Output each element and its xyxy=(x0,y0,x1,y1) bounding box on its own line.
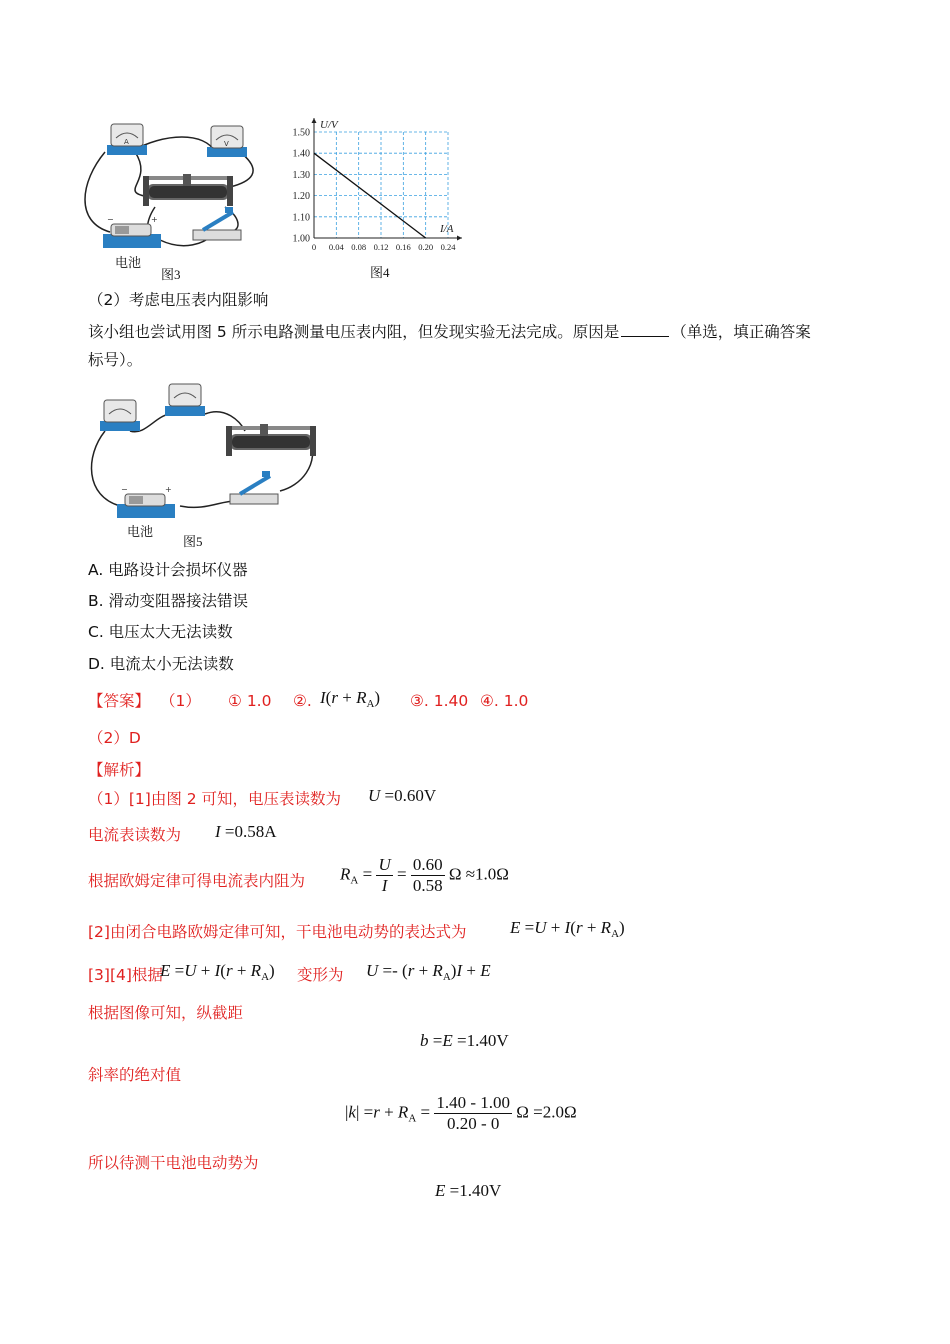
y-tick-label: 1.00 xyxy=(292,233,310,245)
x-tick-label: 0.24 xyxy=(440,242,456,252)
voltmeter-icon xyxy=(100,400,140,431)
answer-blank xyxy=(621,322,669,337)
figure-5 xyxy=(85,376,325,551)
option-b: B. 滑动变阻器接法错误 xyxy=(88,592,248,610)
x-tick-label: 0.16 xyxy=(395,242,411,252)
analysis-line7: 斜率的绝对值 xyxy=(88,1066,182,1084)
option-c: C. 电压太大无法读数 xyxy=(88,623,233,641)
svg-text:−: − xyxy=(121,485,128,494)
circuit-illustration-5 xyxy=(85,376,325,526)
figure-3-caption: 图3 xyxy=(161,267,181,282)
formula-u-transform: $U =- (r + R_A)I + E$ xyxy=(366,961,491,983)
ammeter-icon xyxy=(165,384,205,416)
formula-e-final: E =1.40V xyxy=(435,1181,502,1200)
svg-text:+: + xyxy=(151,215,158,224)
answer-2-prefix: ②. xyxy=(293,692,312,710)
formula-k: $|k| =r + R_A$ = $\frac{1.40 - 1.00}{0.20 - 0}$ Ω =2.0Ω xyxy=(345,1093,577,1133)
x-axis-label: I/A xyxy=(440,223,454,235)
voltmeter-letter: V xyxy=(224,140,229,148)
answer-3: ③. 1.40 xyxy=(410,692,469,710)
analysis-line8: 所以待测干电池电动势为 xyxy=(88,1154,259,1172)
y-tick-label: 1.10 xyxy=(292,212,310,224)
analysis-line1: （1）[1]由图 2 可知，电压表读数为 xyxy=(88,790,342,808)
u-i-chart xyxy=(280,110,480,260)
circuit-illustration-3 xyxy=(75,112,275,282)
answer-4: ④. 1.0 xyxy=(480,692,529,710)
y-tick-label: 1.50 xyxy=(292,127,310,139)
analysis-line4: [2]由闭合电路欧姆定律可知，干电池电动势的表达式为 xyxy=(88,923,467,941)
y-axis-arrow xyxy=(312,118,317,123)
switch-icon xyxy=(230,471,278,504)
x-tick-label: 0.04 xyxy=(328,242,344,252)
analysis-line2: 电流表读数为 xyxy=(88,826,182,844)
formula-u: U =0.60V xyxy=(368,786,437,805)
svg-text:−: − xyxy=(107,215,114,224)
svg-text:+: + xyxy=(165,485,172,494)
formula-i: I =0.58A xyxy=(215,822,277,841)
x-tick-label: 0.20 xyxy=(418,242,434,252)
battery-icon xyxy=(103,215,161,248)
y-tick-label: 1.40 xyxy=(292,148,310,160)
option-a: A. 电路设计会损坏仪器 xyxy=(88,561,248,579)
x-tick-label: 0.12 xyxy=(373,242,389,252)
formula-b: b =E =1.40V xyxy=(420,1031,509,1050)
analysis-line3: 根据欧姆定律可得电流表内阻为 xyxy=(88,872,306,890)
part2-heading: （2）考虑电压表内阻影响 xyxy=(88,291,269,309)
analysis-line5b: 变形为 xyxy=(297,966,344,984)
answer-2-formula: $I(r + R_A)$ xyxy=(320,688,381,710)
analysis-tag: 【解析】 xyxy=(88,761,151,779)
analysis-line5a: [3][4]根据 xyxy=(88,966,163,984)
formula-e-2: $E =U + I(r + R_A)$ xyxy=(160,961,275,983)
figure-4-caption: 图4 xyxy=(370,265,390,280)
voltmeter-icon xyxy=(207,126,247,157)
x-axis-arrow xyxy=(457,236,462,241)
figure-3 xyxy=(75,112,275,282)
part2-question-line2: 标号）。 xyxy=(88,351,143,369)
figure-4 xyxy=(280,110,480,282)
battery-label: 电池 xyxy=(115,255,142,270)
ammeter-icon xyxy=(107,124,147,155)
x-tick-label: 0.08 xyxy=(351,242,367,252)
battery-icon xyxy=(117,485,175,518)
option-d: D. 电流太小无法读数 xyxy=(88,655,234,673)
formula-ra: $R_A$ = $\frac{U}{I}$ = $\frac{0.60}{0.58}$ Ω ≈1.0Ω xyxy=(340,855,509,895)
figure-5-caption: 图5 xyxy=(183,534,203,549)
answer-part2: （2）D xyxy=(88,729,141,747)
y-tick-label: 1.20 xyxy=(292,191,310,203)
part2-question-line1 xyxy=(88,321,811,343)
ammeter-letter: A xyxy=(124,138,129,146)
answer-1: ① 1.0 xyxy=(228,692,272,710)
rheostat-icon xyxy=(226,424,316,456)
switch-icon xyxy=(193,207,241,240)
answer-part1: （1） xyxy=(160,692,201,710)
question-text-b: （单选，填正确答案 xyxy=(671,323,811,341)
formula-e: $E =U + I(r + R_A)$ xyxy=(510,918,625,940)
y-tick-label: 1.30 xyxy=(292,169,310,181)
battery-label-5: 电池 xyxy=(127,524,154,539)
analysis-line6: 根据图像可知，纵截距 xyxy=(88,1004,244,1022)
x-tick-label: 0 xyxy=(311,242,317,252)
answer-tag: 【答案】 xyxy=(88,692,151,710)
rheostat-icon xyxy=(143,174,233,206)
question-text-a: 该小组也尝试用图 5 所示电路测量电压表内阻，但发现实验无法完成。原因是 xyxy=(88,323,620,341)
y-axis-label: U/V xyxy=(320,119,338,131)
